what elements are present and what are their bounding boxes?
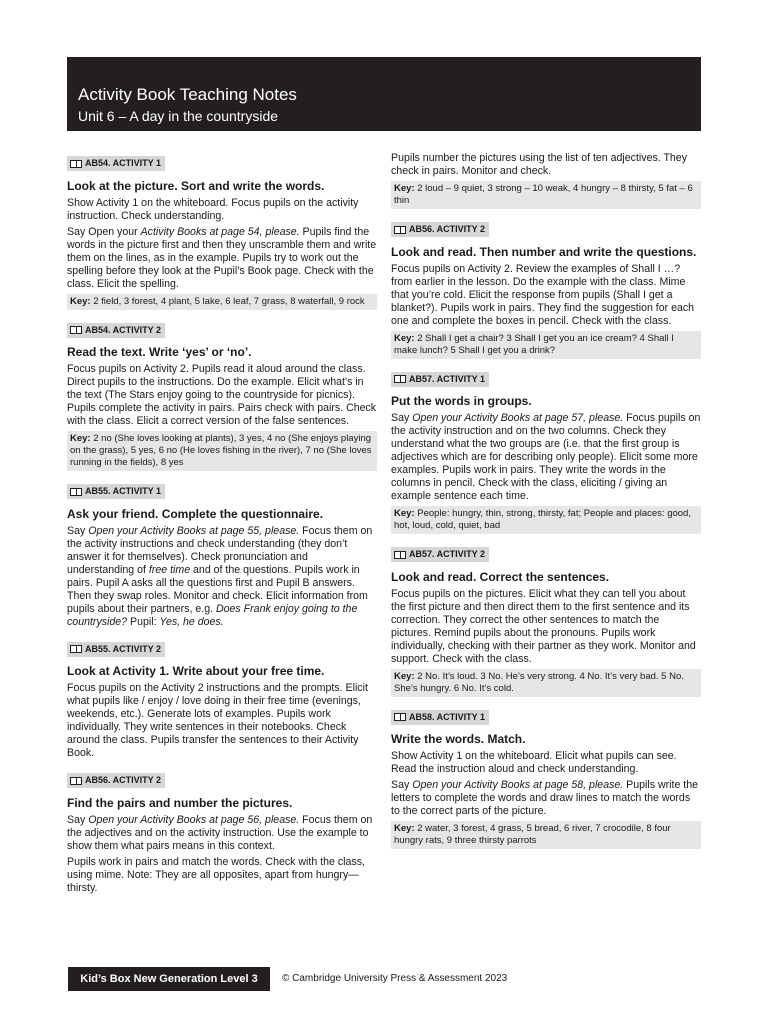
activity-tag bbox=[391, 547, 489, 562]
copyright: © Cambridge University Press & Assessment 2023 bbox=[282, 973, 508, 984]
activity-tag bbox=[67, 323, 165, 338]
section-ab58-activity-1 bbox=[391, 706, 701, 850]
book-icon bbox=[70, 488, 82, 496]
activity-tag bbox=[391, 222, 489, 237]
book-icon bbox=[394, 375, 406, 383]
header-title: Activity Book Teaching Notes bbox=[78, 85, 297, 104]
page-header bbox=[67, 57, 701, 131]
answer-key: Key: 2 no (She loves looking at plants), 3 yes, 4 no (She enjoys playing on the grass), 5 yes, 6 no (He loves fishing in the river), 7 no (She loves running in the fields), 8 yes bbox=[67, 431, 377, 471]
answer-key: Key: People: hungry, thin, strong, thirsty, fat; People and places: good, hot, loud, cold, quiet, bad bbox=[391, 506, 701, 534]
section-continued bbox=[391, 152, 701, 209]
paragraph: Pupils number the pictures using the list of ten adjectives. They check in pairs. Monitor and check. bbox=[391, 152, 687, 177]
book-icon bbox=[70, 777, 82, 785]
book-icon bbox=[70, 160, 82, 168]
brand-label: Kid’s Box New Generation Level 3 bbox=[68, 967, 270, 991]
paragraph: Show Activity 1 on the whiteboard. Elicit what pupils can see. Read the instruction aloud and check understanding. bbox=[391, 750, 677, 775]
book-icon bbox=[70, 326, 82, 334]
section-ab55-activity-1 bbox=[67, 480, 377, 629]
section-ab57-activity-1 bbox=[391, 368, 701, 535]
activity-tag bbox=[67, 156, 165, 171]
activity-tag-label: AB58. ACTIVITY 1 bbox=[409, 711, 486, 722]
paragraph: Focus pupils on Activity 2. Pupils read it aloud around the class. Direct pupils to the instructions. Do the example. Elicit what’s in the text (The Stars enjoy going to the countryside for picnics). Pupils complete the activity in pairs. Pairs check with pairs. Check with the class. Elicit a correct version of the false sentences. bbox=[67, 363, 377, 427]
right-column bbox=[391, 152, 701, 858]
paragraph: Say Open your Activity Books at page 58, please. Pupils write the letters to complete the words and draw lines to match the words to the correct parts of the picture. bbox=[391, 779, 699, 817]
activity-tag bbox=[67, 642, 165, 657]
section-ab56-activity-2-right bbox=[391, 218, 701, 359]
section-ab55-activity-2 bbox=[67, 638, 377, 761]
paragraph: Focus pupils on the pictures. Elicit what they can tell you about the first picture and then direct them to the first sentence and its correction. They correct the other sentences to match the pictures. Remind pupils about the pronouns. Pupils work individually, checking with their partner as they work. Monitor and support. Check with the class. bbox=[391, 587, 696, 665]
activity-tag-label: AB56. ACTIVITY 2 bbox=[85, 775, 162, 785]
activity-heading: Write the words. Match. bbox=[391, 732, 526, 746]
activity-heading: Find the pairs and number the pictures. bbox=[67, 795, 293, 810]
activity-tag-label: AB57. ACTIVITY 1 bbox=[409, 373, 486, 384]
paragraph: Focus pupils on the Activity 2 instructions and the prompts. Elicit what pupils like / enjoy / love doing in their free time (evenings, weekends, etc.). Generate lots of examples. Pupils work individually. They write sentences in their notebooks. Check around the class. Pupils transfer the sentences to their Activity Book. bbox=[67, 682, 368, 759]
activity-tag-label: AB54. ACTIVITY 1 bbox=[85, 158, 162, 168]
activity-tag-label: AB57. ACTIVITY 2 bbox=[409, 549, 486, 559]
activity-tag-label: AB56. ACTIVITY 2 bbox=[409, 224, 486, 234]
section-ab56-activity-2 bbox=[67, 769, 377, 895]
answer-key: Key: 2 field, 3 forest, 4 plant, 5 lake, 6 leaf, 7 grass, 8 waterfall, 9 rock bbox=[67, 294, 377, 310]
activity-tag-label: AB54. ACTIVITY 2 bbox=[85, 324, 162, 335]
book-icon bbox=[394, 713, 406, 721]
activity-tag bbox=[391, 372, 489, 387]
activity-tag bbox=[67, 773, 165, 788]
activity-tag-label: AB55. ACTIVITY 2 bbox=[85, 643, 162, 654]
activity-tag bbox=[391, 710, 489, 725]
paragraph: Say Open your Activity Books at page 57, please. Focus pupils on the activity instruction and on the two columns. Check they understand what the two groups are (i.e. that the first group is adjectives which are for describing only people). Elicit some more examples. Pupils work in pairs. They write the words in the columns in pencil. Check with the class, eliciting / giving an example sentence each time. bbox=[391, 412, 701, 502]
paragraph: Say Open your Activity Books at page 55, please. Focus them on the activity instructions and check understanding (they don’t answer it for themselves). Check pronunciation and understanding of free time and of the questions. Pupils work in pairs. Pupil A asks all the questions first and Pupil B answers. Then they swap roles. Monitor and check. Elicit information from pupils about their partners, e.g. Does Frank enjoy going to the countryside? Pupil: Yes, he does. bbox=[67, 524, 373, 628]
activity-heading: Ask your friend. Complete the questionnaire. bbox=[67, 506, 324, 521]
book-icon bbox=[394, 551, 406, 559]
book-icon bbox=[70, 645, 82, 653]
activity-heading: Look and read. Correct the sentences. bbox=[391, 569, 610, 584]
paragraph: Say Open your Activity Books at page 56, please. Focus them on the adjectives and on the activity instruction. Use the example to show them what pairs means in this context. bbox=[67, 813, 373, 852]
activity-heading: Look at the picture. Sort and write the words. bbox=[67, 178, 325, 193]
paragraph: Pupils work in pairs and match the words. Check with the class, using mime. Note: They are all opposites, apart from hungry—thirsty. bbox=[67, 855, 365, 894]
activity-heading: Look at Activity 1. Write about your free time. bbox=[67, 664, 325, 678]
section-ab54-activity-1 bbox=[67, 152, 377, 310]
section-ab54-activity-2 bbox=[67, 319, 377, 472]
answer-key: Key: 2 water, 3 forest, 4 grass, 5 bread, 6 river, 7 crocodile, 8 four hungry rats, 9 three thirsty parrots bbox=[391, 821, 701, 849]
activity-heading: Look and read. Then number and write the questions. bbox=[391, 244, 697, 259]
book-icon bbox=[394, 226, 406, 234]
answer-key: Key: 2 loud – 9 quiet, 3 strong – 10 weak, 4 hungry – 8 thirsty, 5 fat – 6 thin bbox=[391, 181, 701, 209]
left-column bbox=[67, 152, 377, 904]
activity-tag-label: AB55. ACTIVITY 1 bbox=[85, 486, 162, 496]
paragraph: Show Activity 1 on the whiteboard. Focus pupils on the activity instruction. Check understanding. bbox=[67, 196, 359, 222]
activity-heading: Put the words in groups. bbox=[391, 394, 532, 408]
section-ab57-activity-2 bbox=[391, 543, 701, 697]
activity-heading: Read the text. Write ‘yes’ or ‘no’. bbox=[67, 345, 252, 359]
page-footer bbox=[68, 967, 708, 991]
answer-key: Key: 2 Shall I get a chair? 3 Shall I get you an ice cream? 4 Shall I make lunch? 5 Shall I get you a drink? bbox=[391, 331, 701, 359]
header-subtitle: Unit 6 – A day in the countryside bbox=[78, 108, 279, 124]
paragraph: Focus pupils on Activity 2. Review the examples of Shall I …? from earlier in the lesson. Do the example with the class. Mime that you’re cold. Elicit the response from pupils (Shall I get a blanket?). Pupils work in pairs. They find the suggestion for each one and complete the boxes in pencil. Check with the class. bbox=[391, 262, 695, 327]
activity-tag bbox=[67, 484, 165, 499]
paragraph: Say Open your Activity Books at page 54, please. Pupils find the words in the picture first and then they unscramble them and write them on the lines, as in the example. Pupils try to work out the spelling before they look at the Pupil’s Book page. Check with the class. Elicit the spelling. bbox=[67, 225, 377, 290]
answer-key: Key: 2 No. It’s loud. 3 No. He’s very strong. 4 No. It’s very bad. 5 No. She’s hungry. 6 No. It’s cold. bbox=[391, 669, 701, 697]
